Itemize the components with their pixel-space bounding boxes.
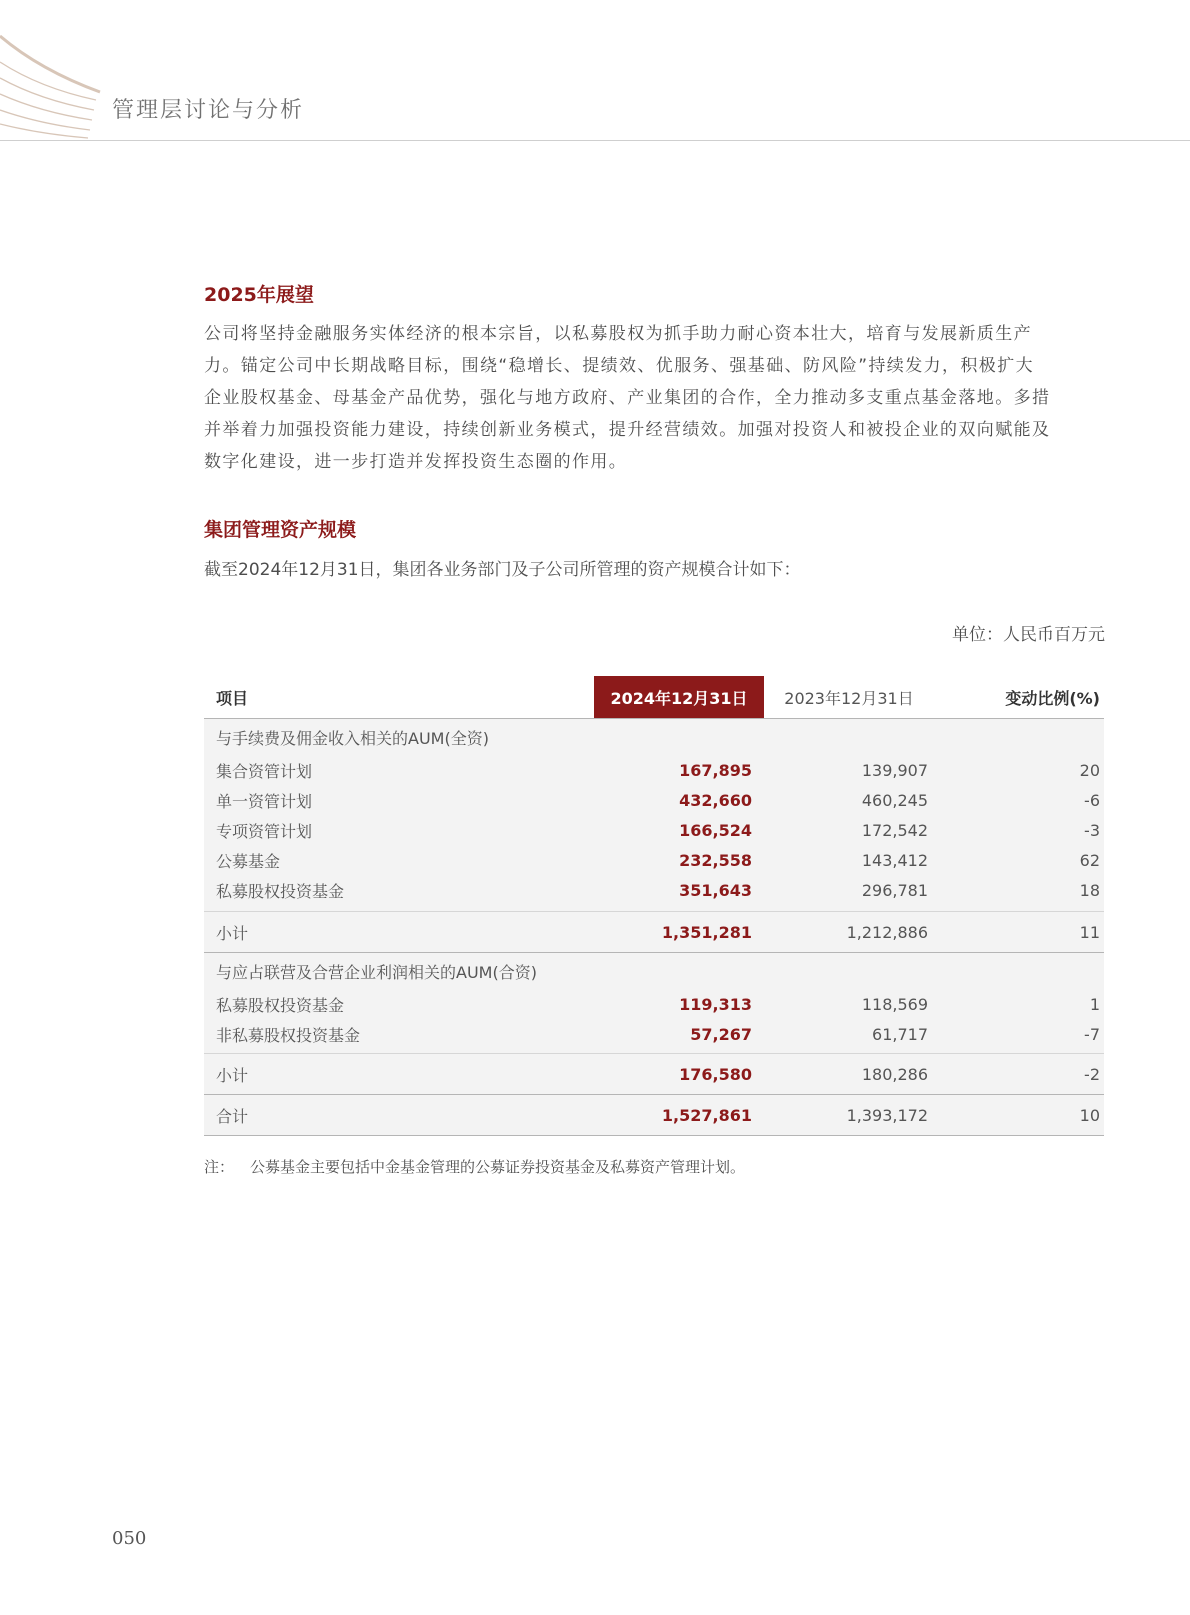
page-number: 050 xyxy=(112,1528,147,1549)
header-divider xyxy=(0,140,1190,141)
value-2023: 460,245 xyxy=(861,790,928,810)
group2-band xyxy=(204,953,1104,1053)
outlook-line: 公司将坚持金融服务实体经济的根本宗旨，以私募股权为抓手助力耐心资本壮大，培育与发展新质生产 xyxy=(204,324,1032,344)
value-2023: 61,717 xyxy=(872,1024,928,1044)
value-change: -6 xyxy=(1084,790,1100,810)
value-change: 10 xyxy=(1079,1105,1100,1125)
value-2023: 172,542 xyxy=(861,820,928,840)
col-header-2024: 2024年12月31日 xyxy=(610,688,748,708)
value-2024: 1,351,281 xyxy=(661,922,752,942)
value-2023: 1,212,886 xyxy=(846,922,928,942)
value-2024: 119,313 xyxy=(679,994,752,1014)
value-change: 20 xyxy=(1079,760,1100,780)
value-change: -7 xyxy=(1084,1024,1100,1044)
col-header-item: 项目 xyxy=(216,688,249,708)
table-row xyxy=(204,815,1104,845)
outlook-line: 数字化建设，进一步打造并发挥投资生态圈的作用。 xyxy=(204,452,628,472)
value-change: 1 xyxy=(1089,994,1100,1014)
outlook-paragraph xyxy=(204,318,1104,478)
table-row xyxy=(204,755,1104,785)
subtotal-row xyxy=(204,912,1104,952)
subtotal-row xyxy=(204,1054,1104,1094)
outlook-line: 企业股权基金、母基金产品优势，强化与地方政府、产业集团的合作，全力推动多支重点基金落地。多措 xyxy=(204,388,1051,408)
outlook-heading: 2025年展望 xyxy=(204,284,314,306)
aum-intro: 截至2024年12月31日，集团各业务部门及子公司所管理的资产规模合计如下： xyxy=(204,560,801,580)
page-header-title: 管理层讨论与分析 xyxy=(112,98,305,123)
total-row xyxy=(204,1095,1104,1135)
table-row xyxy=(204,785,1104,815)
table-rule xyxy=(204,1135,1104,1136)
aum-heading: 集团管理资产规模 xyxy=(204,519,357,541)
group1-band xyxy=(204,719,1104,911)
row-label: 私募股权投资基金 xyxy=(216,995,345,1015)
table-header-row xyxy=(204,676,1104,718)
outlook-line: 并举着力加强投资能力建设，持续创新业务模式，提升经营绩效。加强对投资人和被投企业的双向赋能及 xyxy=(204,420,1051,440)
group2-title: 与应占联营及合营企业利润相关的AUM(合资) xyxy=(216,962,537,982)
row-label: 非私募股权投资基金 xyxy=(216,1025,361,1045)
footnote-label: 注： xyxy=(204,1158,235,1176)
aum-table xyxy=(204,676,1104,1136)
value-change: -2 xyxy=(1084,1064,1100,1084)
row-label: 集合资管计划 xyxy=(216,761,313,781)
footnote xyxy=(204,1156,745,1177)
value-2023: 180,286 xyxy=(861,1064,928,1084)
value-2024: 57,267 xyxy=(690,1024,752,1044)
value-change: 11 xyxy=(1079,922,1100,942)
value-2024: 351,643 xyxy=(679,880,752,900)
table-row xyxy=(204,1019,1104,1049)
col-header-change: 变动比例(%) xyxy=(1005,688,1100,708)
decorative-arcs xyxy=(0,0,110,150)
value-change: -3 xyxy=(1084,820,1100,840)
value-2023: 143,412 xyxy=(861,850,928,870)
value-2023: 1,393,172 xyxy=(846,1105,928,1125)
value-2023: 296,781 xyxy=(861,880,928,900)
group-title-row xyxy=(204,719,1104,755)
outlook-line: 力。锚定公司中长期战略目标，围绕“稳增长、提绩效、优服务、强基础、防风险”持续发力，积极扩大 xyxy=(204,356,1035,376)
value-2024: 176,580 xyxy=(679,1064,752,1084)
value-2024: 166,524 xyxy=(679,820,752,840)
row-label: 合计 xyxy=(216,1106,249,1126)
value-change: 62 xyxy=(1079,850,1100,870)
value-2024: 167,895 xyxy=(679,760,752,780)
row-label: 单一资管计划 xyxy=(216,791,313,811)
value-2023: 118,569 xyxy=(861,994,928,1014)
value-2023: 139,907 xyxy=(861,760,928,780)
value-2024: 1,527,861 xyxy=(661,1105,752,1125)
row-label: 小计 xyxy=(216,923,249,943)
row-label: 公募基金 xyxy=(216,851,281,871)
table-row xyxy=(204,875,1104,905)
group-title-row xyxy=(204,953,1104,989)
table-row xyxy=(204,989,1104,1019)
footnote-text: 公募基金主要包括中金基金管理的公募证券投资基金及私募资产管理计划。 xyxy=(250,1158,746,1176)
row-label: 私募股权投资基金 xyxy=(216,881,345,901)
value-2024: 432,660 xyxy=(679,790,752,810)
value-change: 18 xyxy=(1079,880,1100,900)
row-label: 专项资管计划 xyxy=(216,821,313,841)
value-2024: 232,558 xyxy=(679,850,752,870)
table-row xyxy=(204,845,1104,875)
col-header-2023: 2023年12月31日 xyxy=(784,688,914,708)
unit-label: 单位：人民币百万元 xyxy=(952,625,1105,645)
group1-title: 与手续费及佣金收入相关的AUM(全资) xyxy=(216,728,489,748)
row-label: 小计 xyxy=(216,1065,249,1085)
